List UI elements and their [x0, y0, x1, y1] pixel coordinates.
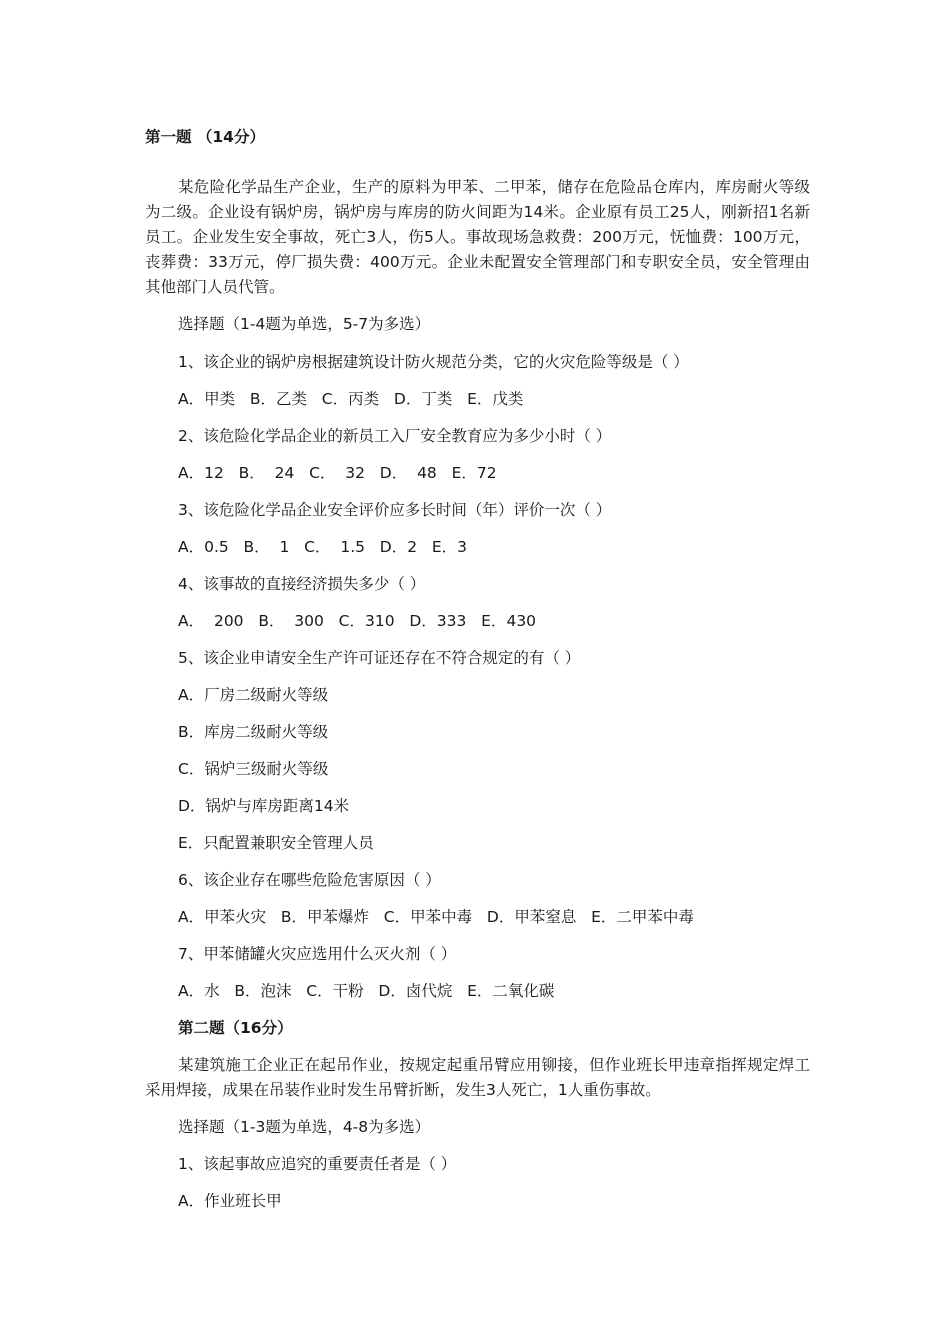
s1-question-5-option-a: A．厂房二级耐火等级 — [178, 686, 329, 704]
section1-type-note: 选择题（1-4题为单选，5-7为多选） — [178, 315, 431, 333]
section2-intro: 某建筑施工企业正在起吊作业，按规定起重吊臂应用铆接，但作业班长甲违章指挥规定焊工采用焊接，成果在吊装作业时发生吊臂折断，发生3人死亡，1人重伤事故。 — [145, 1056, 810, 1099]
section1-title: 第一题 （14分） — [145, 128, 265, 146]
s1-question-3-options: A．0.5 B． 1 C． 1.5 D．2 E．3 — [178, 538, 468, 556]
section2-type-note: 选择题（1-3题为单选，4-8为多选） — [178, 1118, 431, 1136]
s1-question-2: 2、该危险化学品企业的新员工入厂安全教育应为多少小时（ ） — [178, 427, 612, 445]
s1-question-7: 7、甲苯储罐火灾应选用什么灭火剂（ ） — [178, 945, 457, 963]
s1-question-5-option-d: D．锅炉与库房距离14米 — [178, 797, 350, 815]
s1-question-4-options: A． 200 B． 300 C．310 D．333 E．430 — [178, 612, 537, 630]
s1-question-6: 6、该企业存在哪些危险危害原因（ ） — [178, 871, 441, 889]
s1-question-7-options: A．水 B．泡沫 C．干粉 D．卤代烷 E．二氧化碳 — [178, 982, 555, 1000]
s2-question-1-option-a: A．作业班长甲 — [178, 1192, 282, 1210]
section1-intro: 某危险化学品生产企业，生产的原料为甲苯、二甲苯，储存在危险品仓库内，库房耐火等级为二级。企业设有锅炉房，锅炉房与库房的防火间距为14米。企业原有员工25人，刚新招1名新员工。企业发生安全事故，死亡3人，伤5人。事故现场急救费：200万元，怃恤费：100万元，丧葬费：33万元，停厂损失费：400万元。企业未配置安全管理部门和专职安全员，安全管理由其他部门人员代管。 — [145, 178, 810, 296]
s1-question-5-option-b: B．库房二级耐火等级 — [178, 723, 329, 741]
s1-question-6-options: A．甲苯火灾 B．甲苯爆炸 C．甲苯中毒 D．甲苯窒息 E．二甲苯中毒 — [178, 908, 694, 926]
s1-question-1-options: A．甲类 B．乙类 C．丙类 D．丁类 E．戊类 — [178, 390, 524, 408]
s1-question-5: 5、该企业申请安全生产许可证还存在不符合规定的有（ ） — [178, 649, 581, 667]
s2-question-1: 1、该起事故应追究的重要责任者是（ ） — [178, 1155, 457, 1173]
s1-question-5-option-c: C．锅炉三级耐火等级 — [178, 760, 329, 778]
s1-question-1: 1、该企业的锅炉房根据建筑设计防火规范分类，它的火灾危险等级是（ ） — [178, 353, 689, 371]
s1-question-4: 4、该事故的直接经济损失多少（ ） — [178, 575, 426, 593]
s1-question-5-option-e: E．只配置兼职安全管理人员 — [178, 834, 374, 852]
document-page — [145, 126, 810, 1212]
s1-question-3: 3、该危险化学品企业安全评价应多长时间（年）评价一次（ ） — [178, 501, 612, 519]
section2-title: 第二题（16分） — [178, 1019, 293, 1037]
s1-question-2-options: A．12 B． 24 C． 32 D． 48 E．72 — [178, 464, 497, 482]
